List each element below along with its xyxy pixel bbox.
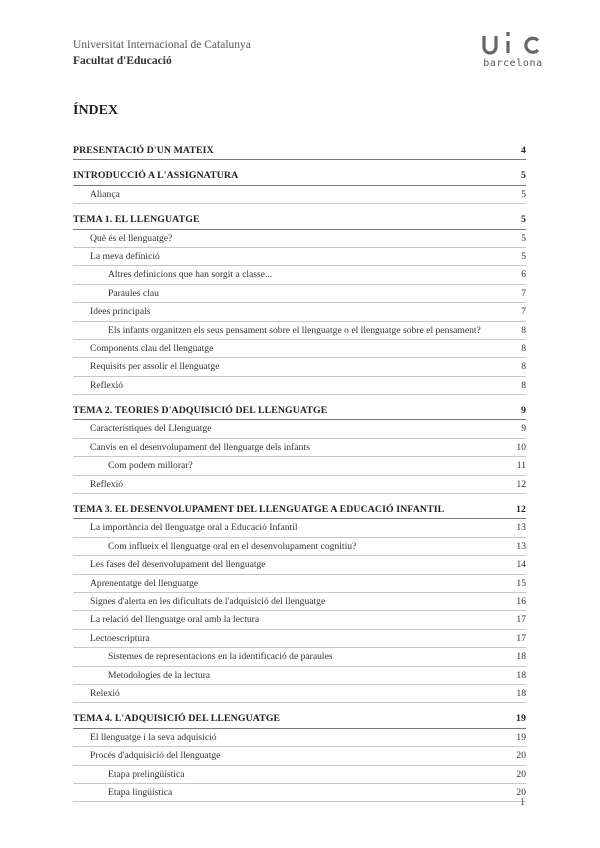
toc-entry-page: 12 (516, 504, 526, 516)
toc-chapter-entry[interactable] (73, 402, 526, 420)
toc-entry-page: 13 (516, 540, 526, 552)
toc-chapter-entry[interactable] (73, 142, 526, 160)
toc-entry[interactable] (73, 685, 526, 703)
toc-entry[interactable] (73, 186, 526, 204)
page-number: 1 (520, 797, 525, 808)
uic-logo (478, 30, 548, 69)
toc-entry[interactable] (73, 630, 526, 648)
toc-entry-page: 8 (521, 379, 526, 391)
toc-entry-title: Metodologies de la lectura (108, 669, 211, 681)
toc-entry-page: 9 (521, 405, 526, 417)
toc-chapter-entry[interactable] (73, 501, 526, 519)
toc-entry-page: 16 (516, 595, 526, 607)
uic-logo-mark (481, 30, 545, 56)
toc-entry-title: Idees principals (90, 306, 151, 318)
toc-entry-page: 8 (521, 361, 526, 373)
toc-entry[interactable] (73, 358, 526, 376)
toc-entry[interactable] (73, 439, 526, 457)
toc-chapter-entry[interactable] (73, 211, 526, 229)
toc-entry[interactable] (73, 648, 526, 666)
toc-entry[interactable] (73, 230, 526, 248)
toc-entry[interactable] (73, 340, 526, 358)
toc-entry[interactable] (73, 322, 526, 340)
toc-entry-title: Requisits per assolir el llenguatge (90, 361, 220, 373)
toc-entry-title: Com influeix el llenguatge oral en el desenvolupament cognitiu? (108, 540, 357, 552)
toc-entry-title: La meva definició (90, 250, 160, 262)
toc-entry-title: Aprenentatge del llenguatge (90, 577, 199, 589)
toc-entry-page: 11 (516, 460, 526, 472)
toc-entry[interactable] (73, 303, 526, 321)
toc-chapter-entry[interactable] (73, 710, 526, 728)
toc-entry-page: 5 (521, 188, 526, 200)
toc-entry[interactable] (73, 784, 526, 802)
toc-entry-title: Reflexió (90, 379, 124, 391)
toc-entry-page: 14 (516, 559, 526, 571)
toc-entry-page: 17 (516, 632, 526, 644)
toc-entry-title: El llenguatge i la seva adquisició (90, 731, 217, 743)
toc-entry[interactable] (73, 248, 526, 266)
toc-entry[interactable] (73, 575, 526, 593)
toc-entry-page: 20 (516, 750, 526, 762)
toc-entry-page: 6 (521, 269, 526, 281)
toc-entry-title: Paraules clau (108, 287, 159, 299)
toc-entry[interactable] (73, 556, 526, 574)
toc-entry-title: Altres definicions que han sorgit a classe... (108, 269, 273, 281)
toc-entry-title: Procés d'adquisició del llenguatge (90, 750, 221, 762)
toc-entry-title: Què és el llenguatge? (90, 232, 173, 244)
toc-entry-page: 20 (516, 786, 526, 798)
toc-entry-page: 19 (516, 713, 526, 725)
toc-entry-page: 18 (516, 669, 526, 681)
toc-entry-page: 17 (516, 614, 526, 626)
toc-entry-page: 5 (521, 250, 526, 262)
toc-chapter-entry[interactable] (73, 167, 526, 185)
toc-entry-title: Sistemes de representacions en la identificació de paraules (108, 651, 333, 663)
toc-entry-title: La relació del llenguatge oral amb la lectura (90, 614, 260, 626)
toc-entry-title: Etapa prelingüística (108, 768, 185, 780)
toc-entry-title: Components clau del llenguatge (90, 342, 214, 354)
toc-entry-page: 9 (521, 423, 526, 435)
toc-entry-title: TEMA 3. EL DESENVOLUPAMENT DEL LLENGUATGE A EDUCACIÓ INFANTIL (73, 504, 445, 516)
toc-entry-page: 20 (516, 768, 526, 780)
toc-entry-page: 4 (521, 145, 526, 156)
toc-entry-page: 5 (521, 170, 526, 182)
toc-entry-title: INTRODUCCIÓ A L'ASSIGNATURA (73, 170, 239, 182)
toc-entry[interactable] (73, 766, 526, 784)
toc-entry[interactable] (73, 377, 526, 395)
toc-entry-title: Les fases del desenvolupament del llenguatge (90, 559, 266, 571)
toc-entry-title: Relexió (90, 687, 120, 699)
toc-entry-page: 10 (516, 441, 526, 453)
toc-entry-page: 5 (521, 232, 526, 244)
toc-entry-page: 7 (521, 306, 526, 318)
document-header (73, 38, 251, 69)
toc-entry-title: TEMA 4. L'ADQUISICIÓ DEL LLENGUATGE (73, 713, 281, 725)
toc-entry[interactable] (73, 593, 526, 611)
toc-entry-page: 13 (516, 522, 526, 534)
toc-entry-page: 18 (516, 651, 526, 663)
logo-city: barcelona (483, 58, 543, 69)
toc-entry-title: TEMA 1. EL LLENGUATGE (73, 214, 200, 226)
toc-entry-title: TEMA 2. TEORIES D'ADQUISICIÓ DEL LLENGUATGE (73, 405, 328, 417)
toc-entry-page: 12 (516, 478, 526, 490)
toc-entry[interactable] (73, 285, 526, 303)
toc-entry-title: Aliança (90, 188, 120, 200)
toc-entry-page: 5 (521, 214, 526, 226)
toc-entry-title: Etapa lingüística (108, 786, 173, 798)
toc-entry[interactable] (73, 457, 526, 475)
toc-entry-title: Característiques del Llenguatge (90, 423, 212, 435)
faculty-name: Facultat d'Educació (73, 55, 172, 67)
toc-entry-page: 15 (516, 577, 526, 589)
table-of-contents (73, 142, 526, 802)
toc-entry[interactable] (73, 538, 526, 556)
toc-entry-title: Lectoescriptura (90, 632, 150, 644)
toc-entry-page: 8 (521, 342, 526, 354)
toc-entry-page: 8 (521, 324, 526, 336)
toc-entry-page: 7 (521, 287, 526, 299)
toc-entry-title: PRESENTACIÓ D'UN MATEIX (73, 145, 214, 156)
toc-entry[interactable] (73, 729, 526, 747)
page-title: ÍNDEX (73, 103, 119, 118)
toc-entry-page: 19 (516, 731, 526, 743)
university-name: Universitat Internacional de Catalunya (73, 39, 251, 51)
toc-entry[interactable] (73, 667, 526, 685)
toc-entry-title: Canvis en el desenvolupament del llenguatge dels infants (90, 441, 310, 453)
toc-entry[interactable] (73, 747, 526, 765)
toc-entry-title: Com podem millorar? (108, 460, 193, 472)
toc-entry-title: Signes d'alerta en les dificultats de l'adquisició del llenguatge (90, 595, 326, 607)
toc-entry[interactable] (73, 611, 526, 629)
toc-entry-title: Reflexió (90, 478, 124, 490)
toc-entry[interactable] (73, 519, 526, 537)
toc-entry[interactable] (73, 266, 526, 284)
toc-entry-title: Els infants organitzen els seus pensament sobre el llenguatge o el llenguatge sobre el pensament? (108, 324, 481, 336)
toc-entry[interactable] (73, 476, 526, 494)
toc-entry[interactable] (73, 420, 526, 438)
toc-entry-page: 18 (516, 687, 526, 699)
toc-entry-title: La importància del llenguatge oral a Educació Infantil (90, 522, 298, 534)
